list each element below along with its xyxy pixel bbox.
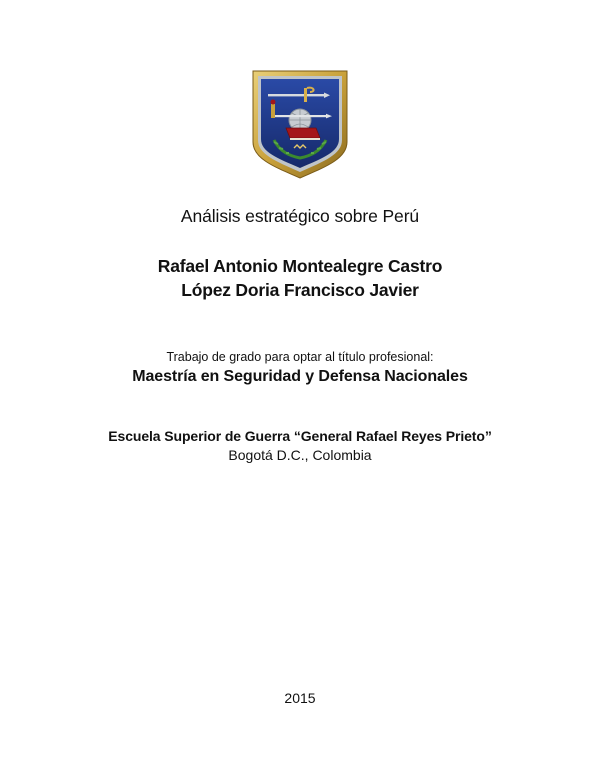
author-name: López Doria Francisco Javier <box>181 280 419 300</box>
publication-year: 2015 <box>284 690 316 706</box>
military-school-crest-icon <box>250 68 350 180</box>
location-text: Bogotá D.C., Colombia <box>228 447 372 463</box>
degree-intro-text: Trabajo de grado para optar al título profesional: <box>166 350 434 364</box>
document-title: Análisis estratégico sobre Perú <box>180 206 420 226</box>
degree-name: Maestría en Seguridad y Defensa Nacionales <box>132 368 468 385</box>
author-name: Rafael Antonio Montealegre Castro <box>157 256 443 276</box>
institution-name: Escuela Superior de Guerra “General Rafael Reyes Prieto” <box>108 428 492 444</box>
